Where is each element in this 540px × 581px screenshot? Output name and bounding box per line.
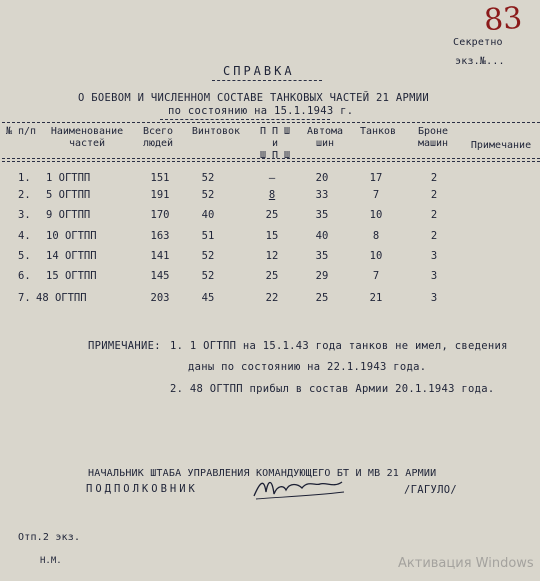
row-total: 151 bbox=[150, 172, 170, 184]
col-header-tanks: Танков bbox=[359, 126, 397, 137]
row-auto: 33 bbox=[315, 189, 329, 201]
note-1-line-1: 1. 1 ОГТПП на 15.1.43 года танков не имел, сведения bbox=[170, 340, 508, 352]
row-name: 15 ОГТПП bbox=[46, 270, 97, 282]
row-armor: 3 bbox=[430, 292, 438, 304]
row-ppsh: 22 bbox=[265, 292, 279, 304]
subtitle-line2: по состоянию на 15.1.1943 г. bbox=[168, 105, 354, 117]
row-total: 191 bbox=[150, 189, 170, 201]
col-header-total-1: Всего bbox=[142, 126, 174, 137]
row-num: 3. bbox=[18, 209, 31, 221]
row-total: 145 bbox=[150, 270, 170, 282]
row-auto: 40 bbox=[315, 230, 329, 242]
row-ppsh: 25 bbox=[265, 270, 279, 282]
row-ppsh: 12 bbox=[265, 250, 279, 262]
row-tanks: 8 bbox=[372, 230, 380, 242]
row-ppsh: 25 bbox=[265, 209, 279, 221]
col-header-armor-2: машин bbox=[417, 138, 449, 149]
row-name: 5 ОГТПП bbox=[46, 189, 91, 201]
row-tanks: 17 bbox=[369, 172, 383, 184]
row-tanks: 10 bbox=[369, 250, 383, 262]
col-header-ppsh-1: П П Ш bbox=[259, 126, 291, 137]
title-underline bbox=[212, 80, 322, 81]
row-auto: 29 bbox=[315, 270, 329, 282]
row-name: 14 ОГТПП bbox=[46, 250, 97, 262]
col-header-name-2: частей bbox=[68, 138, 106, 149]
table-row bbox=[0, 250, 540, 270]
table-row bbox=[0, 189, 540, 209]
row-name: 1 ОГТПП bbox=[46, 172, 91, 184]
page-number: 83 bbox=[482, 0, 524, 39]
row-name: 9 ОГТПП bbox=[46, 209, 91, 221]
col-header-armor bbox=[406, 126, 460, 150]
col-header-total-2: людей bbox=[142, 138, 174, 149]
row-total: 141 bbox=[150, 250, 170, 262]
row-armor: 3 bbox=[430, 250, 438, 262]
table-row bbox=[0, 230, 540, 250]
row-rifles: 40 bbox=[201, 209, 215, 221]
row-num: 4. bbox=[18, 230, 31, 242]
copies-note: Отп.2 экз. bbox=[18, 532, 81, 543]
row-ppsh: 15 bbox=[265, 230, 279, 242]
row-armor: 2 bbox=[430, 209, 438, 221]
table-row bbox=[0, 292, 540, 312]
col-header-auto bbox=[300, 126, 350, 150]
row-num: 2. bbox=[18, 189, 31, 201]
row-num: 7. bbox=[18, 292, 31, 304]
row-armor: 3 bbox=[430, 270, 438, 282]
row-rifles: 52 bbox=[201, 189, 215, 201]
row-rifles: 51 bbox=[201, 230, 215, 242]
row-rifles: 52 bbox=[201, 250, 215, 262]
row-num: 5. bbox=[18, 250, 31, 262]
handwritten-signature bbox=[250, 472, 348, 504]
col-header-auto-2: шин bbox=[315, 138, 335, 149]
signature-position: НАЧАЛЬНИК ШТАБА УПРАВЛЕНИЯ КОМАНДУЮЩЕГО БТ И МВ 21 АРМИИ bbox=[88, 468, 437, 479]
note-1-line-2: даны по состоянию на 22.1.1943 года. bbox=[188, 361, 427, 373]
row-name: 10 ОГТПП bbox=[46, 230, 97, 242]
row-ppsh: – bbox=[268, 172, 276, 184]
row-auto: 35 bbox=[315, 209, 329, 221]
row-total: 170 bbox=[150, 209, 170, 221]
row-auto: 25 bbox=[315, 292, 329, 304]
col-header-ppsh-3: Ш П Ш bbox=[259, 150, 291, 161]
row-rifles: 52 bbox=[201, 172, 215, 184]
row-armor: 2 bbox=[430, 172, 438, 184]
table-header-rule-2 bbox=[2, 161, 540, 162]
row-auto: 20 bbox=[315, 172, 329, 184]
row-tanks: 7 bbox=[372, 189, 380, 201]
col-header-num: № п/п bbox=[5, 126, 37, 137]
row-tanks: 7 bbox=[372, 270, 380, 282]
col-header-notes: Примечание bbox=[470, 140, 532, 151]
row-armor: 2 bbox=[430, 230, 438, 242]
row-rifles: 52 bbox=[201, 270, 215, 282]
col-header-name bbox=[44, 126, 130, 150]
table-row bbox=[0, 209, 540, 229]
row-armor: 2 bbox=[430, 189, 438, 201]
typist-initials: Н.М. bbox=[40, 556, 62, 566]
document-title: СПРАВКА bbox=[223, 64, 295, 78]
row-tanks: 21 bbox=[369, 292, 383, 304]
col-header-auto-1: Автома bbox=[306, 126, 344, 137]
col-header-rifles: Винтовок bbox=[191, 126, 241, 137]
subtitle-underline bbox=[160, 119, 330, 120]
notes-label: ПРИМЕЧАНИЕ: bbox=[88, 340, 161, 352]
subtitle-line1: О БОЕВОМ И ЧИСЛЕННОМ СОСТАВЕ ТАНКОВЫХ ЧАСТЕЙ 21 АРМИИ bbox=[78, 92, 429, 104]
secrecy-stamp: Секретно bbox=[453, 37, 503, 48]
col-header-ppsh bbox=[252, 126, 298, 162]
row-auto: 35 bbox=[315, 250, 329, 262]
row-total: 163 bbox=[150, 230, 170, 242]
copy-number: экз.№... bbox=[455, 56, 505, 67]
row-num: 1. bbox=[18, 172, 31, 184]
row-num: 6. bbox=[18, 270, 31, 282]
note-2: 2. 48 ОГТПП прибыл в состав Армии 20.1.1943 года. bbox=[170, 383, 495, 395]
col-header-ppsh-2: и bbox=[271, 138, 279, 149]
signature-name: /ГАГУЛО/ bbox=[404, 484, 457, 496]
row-name: 48 ОГТПП bbox=[36, 292, 87, 304]
table-top-rule bbox=[2, 122, 540, 123]
table-header-rule-1 bbox=[2, 158, 540, 159]
row-tanks: 10 bbox=[369, 209, 383, 221]
row-ppsh: 8 bbox=[268, 189, 276, 201]
row-rifles: 45 bbox=[201, 292, 215, 304]
col-header-armor-1: Броне bbox=[417, 126, 449, 137]
windows-activation-watermark: Активация Windows bbox=[398, 556, 534, 571]
col-header-name-1: Наименование bbox=[50, 126, 124, 137]
table-row bbox=[0, 270, 540, 290]
signature-rank: ПОДПОЛКОВНИК bbox=[86, 483, 198, 495]
col-header-total bbox=[136, 126, 180, 150]
row-total: 203 bbox=[150, 292, 170, 304]
